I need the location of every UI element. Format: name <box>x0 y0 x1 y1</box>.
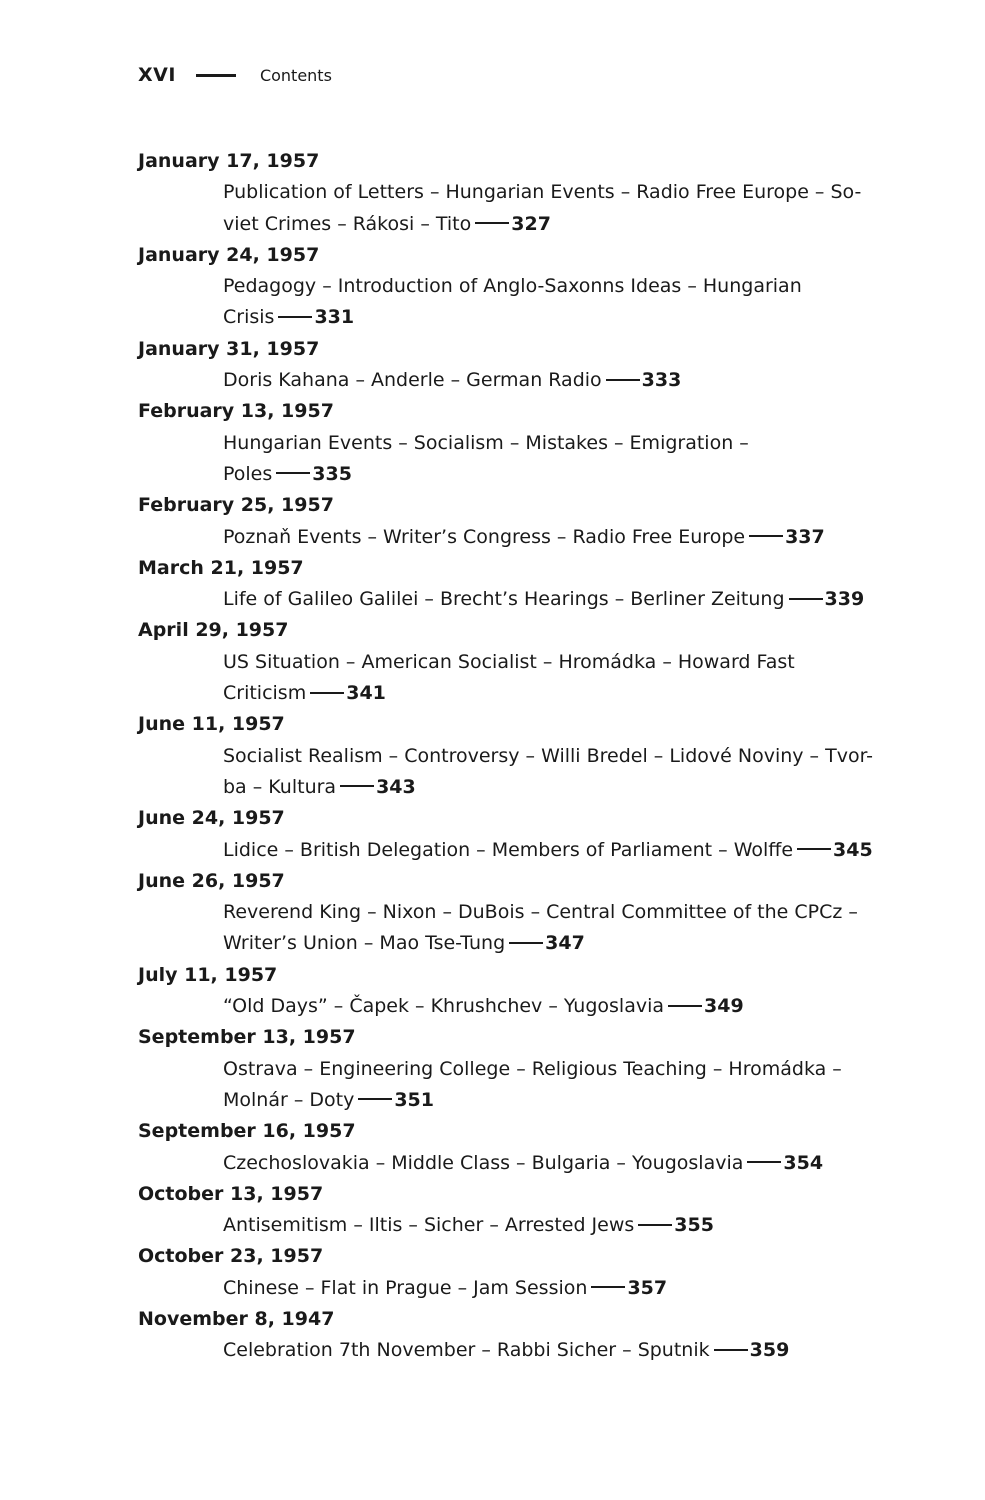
leader-dash <box>606 379 640 381</box>
leader-dash <box>747 1161 781 1163</box>
entry-description <box>138 1335 938 1366</box>
description-line <box>223 1210 938 1241</box>
description-text: Poles <box>223 462 273 485</box>
leader-dash <box>509 942 543 944</box>
description-line <box>223 1335 938 1366</box>
entry-description <box>138 177 938 240</box>
description-text: Pedagogy – Introduction of Anglo-Saxonns Ideas – Hungarian <box>223 275 802 298</box>
entry-date: March 21, 1957 <box>138 556 304 579</box>
page-number: 341 <box>346 682 386 705</box>
entry-description <box>138 1054 938 1117</box>
entry-date: January 24, 1957 <box>138 243 320 266</box>
description-line <box>223 1273 938 1304</box>
toc-entry <box>138 960 938 1023</box>
description-text: “Old Days” – Čapek – Khrushchev – Yugoslavia <box>223 995 665 1018</box>
entry-description <box>138 897 938 960</box>
description-line <box>223 1148 938 1179</box>
page-number: 331 <box>314 306 355 329</box>
leader-dash <box>276 472 310 474</box>
leader-dash <box>358 1098 392 1100</box>
description-text: Writer’s Union – Mao Tse-Tung <box>223 932 506 955</box>
page-number: 343 <box>376 775 416 798</box>
description-line <box>223 271 938 302</box>
header-rule <box>196 74 236 77</box>
entry-date: January 17, 1957 <box>138 150 320 172</box>
description-text: Doris Kahana – Anderle – German Radio <box>223 369 602 392</box>
description-line <box>223 302 938 333</box>
toc-entry <box>138 615 938 709</box>
toc-entry <box>138 1304 938 1367</box>
description-text: Antisemitism – Iltis – Sicher – Arrested Jews <box>223 1214 635 1237</box>
leader-dash <box>638 1224 672 1226</box>
description-line <box>223 459 938 490</box>
toc-entry <box>138 240 938 334</box>
toc-entry <box>138 1022 938 1116</box>
toc-entry <box>138 1179 938 1242</box>
entry-date: June 26, 1957 <box>138 869 285 892</box>
entry-description <box>138 741 938 804</box>
entry-date: June 11, 1957 <box>138 713 285 736</box>
entry-description <box>138 647 938 710</box>
description-line <box>223 741 938 772</box>
description-text: Celebration 7th November – Rabbi Sicher – Sputnik <box>223 1339 710 1362</box>
description-line <box>223 928 938 959</box>
page-number: 354 <box>783 1151 824 1174</box>
toc-entry <box>138 1116 938 1179</box>
entry-date: February 13, 1957 <box>138 400 334 423</box>
entry-description <box>138 428 938 491</box>
description-text: Molnár – Doty <box>223 1088 355 1111</box>
page-number: 345 <box>833 838 873 861</box>
entry-date: September 13, 1957 <box>138 1026 356 1049</box>
leader-dash <box>749 535 783 537</box>
entry-description <box>138 1210 938 1241</box>
toc-entry <box>138 866 938 960</box>
page-number: 339 <box>824 588 865 611</box>
description-line <box>223 678 938 709</box>
description-line <box>223 522 938 553</box>
leader-dash <box>475 222 509 224</box>
entry-date: July 11, 1957 <box>138 963 278 986</box>
description-text: Publication of Letters – Hungarian Events – Radio Free Europe – So- <box>223 181 862 204</box>
entry-date: September 16, 1957 <box>138 1120 356 1143</box>
description-text: Socialist Realism – Controversy – Willi Bredel – Lidové Noviny – Tvor- <box>223 744 874 767</box>
entry-description <box>138 584 938 615</box>
leader-dash <box>310 692 344 694</box>
entry-date: February 25, 1957 <box>138 494 334 517</box>
entry-date: June 24, 1957 <box>138 807 285 830</box>
entry-description <box>138 365 938 396</box>
table-of-contents <box>138 146 938 1367</box>
toc-entry <box>138 1241 938 1304</box>
toc-entry <box>138 334 938 397</box>
page-number: 337 <box>785 525 825 548</box>
description-line <box>223 177 938 208</box>
entry-description <box>138 1273 938 1304</box>
leader-dash <box>278 316 312 318</box>
leader-dash <box>789 598 823 600</box>
entry-description <box>138 271 938 334</box>
description-line <box>223 1085 938 1116</box>
description-text: Chinese – Flat in Prague – Jam Session <box>223 1276 588 1299</box>
toc-entry <box>138 709 938 803</box>
description-line <box>223 835 938 866</box>
description-text: Life of Galileo Galilei – Brecht’s Hearings – Berliner Zeitung <box>223 588 785 611</box>
page-number: 355 <box>674 1214 714 1237</box>
entry-date: November 8, 1947 <box>138 1307 335 1330</box>
description-text: viet Crimes – Rákosi – Tito <box>223 212 472 235</box>
description-text: Poznaň Events – Writer’s Congress – Radio Free Europe <box>223 525 746 548</box>
description-line <box>223 991 938 1022</box>
description-line <box>223 365 938 396</box>
description-line <box>223 1054 938 1085</box>
leader-dash <box>340 785 374 787</box>
entry-date: October 23, 1957 <box>138 1245 324 1268</box>
leader-dash <box>668 1005 702 1007</box>
page-number: 359 <box>749 1339 790 1362</box>
page-header <box>138 60 332 90</box>
description-line <box>223 209 938 240</box>
page-number: 351 <box>394 1088 434 1111</box>
description-text: Czechoslovakia – Middle Class – Bulgaria – Yougoslavia <box>223 1151 744 1174</box>
entry-description <box>138 522 938 553</box>
description-text: Reverend King – Nixon – DuBois – Central Committee of the CPCz – <box>223 901 858 924</box>
page-folio: XVI <box>138 64 176 86</box>
description-text: Ostrava – Engineering College – Religious Teaching – Hromádka – <box>223 1057 842 1080</box>
toc-entry <box>138 490 938 553</box>
page-number: 357 <box>627 1276 668 1299</box>
description-line <box>223 772 938 803</box>
leader-dash <box>714 1349 748 1351</box>
toc-entry <box>138 396 938 490</box>
entry-description <box>138 835 938 866</box>
toc-entry <box>138 146 938 240</box>
toc-entry <box>138 553 938 616</box>
page-number: 333 <box>641 369 682 392</box>
page-number: 327 <box>511 212 551 235</box>
leader-dash <box>797 848 831 850</box>
description-line <box>223 584 938 615</box>
leader-dash <box>591 1286 625 1288</box>
description-text: Lidice – British Delegation – Members of Parliament – Wolffe <box>223 838 794 861</box>
page-number: 347 <box>545 932 585 955</box>
page-number: 335 <box>312 462 352 485</box>
description-line <box>223 428 938 459</box>
description-line <box>223 897 938 928</box>
description-text: ba – Kultura <box>223 775 337 798</box>
entry-description <box>138 1148 938 1179</box>
description-text: Hungarian Events – Socialism – Mistakes – Emigration – <box>223 431 749 454</box>
running-head: Contents <box>259 65 332 85</box>
entry-date: April 29, 1957 <box>138 619 289 642</box>
entry-date: January 31, 1957 <box>138 337 320 360</box>
description-line <box>223 647 938 678</box>
entry-description <box>138 991 938 1022</box>
description-text: Crisis <box>223 306 275 329</box>
description-text: US Situation – American Socialist – Hromádka – Howard Fast <box>223 650 795 673</box>
entry-date: October 13, 1957 <box>138 1182 324 1205</box>
description-text: Criticism <box>223 682 307 705</box>
page-number: 349 <box>704 995 744 1018</box>
toc-entry <box>138 803 938 866</box>
